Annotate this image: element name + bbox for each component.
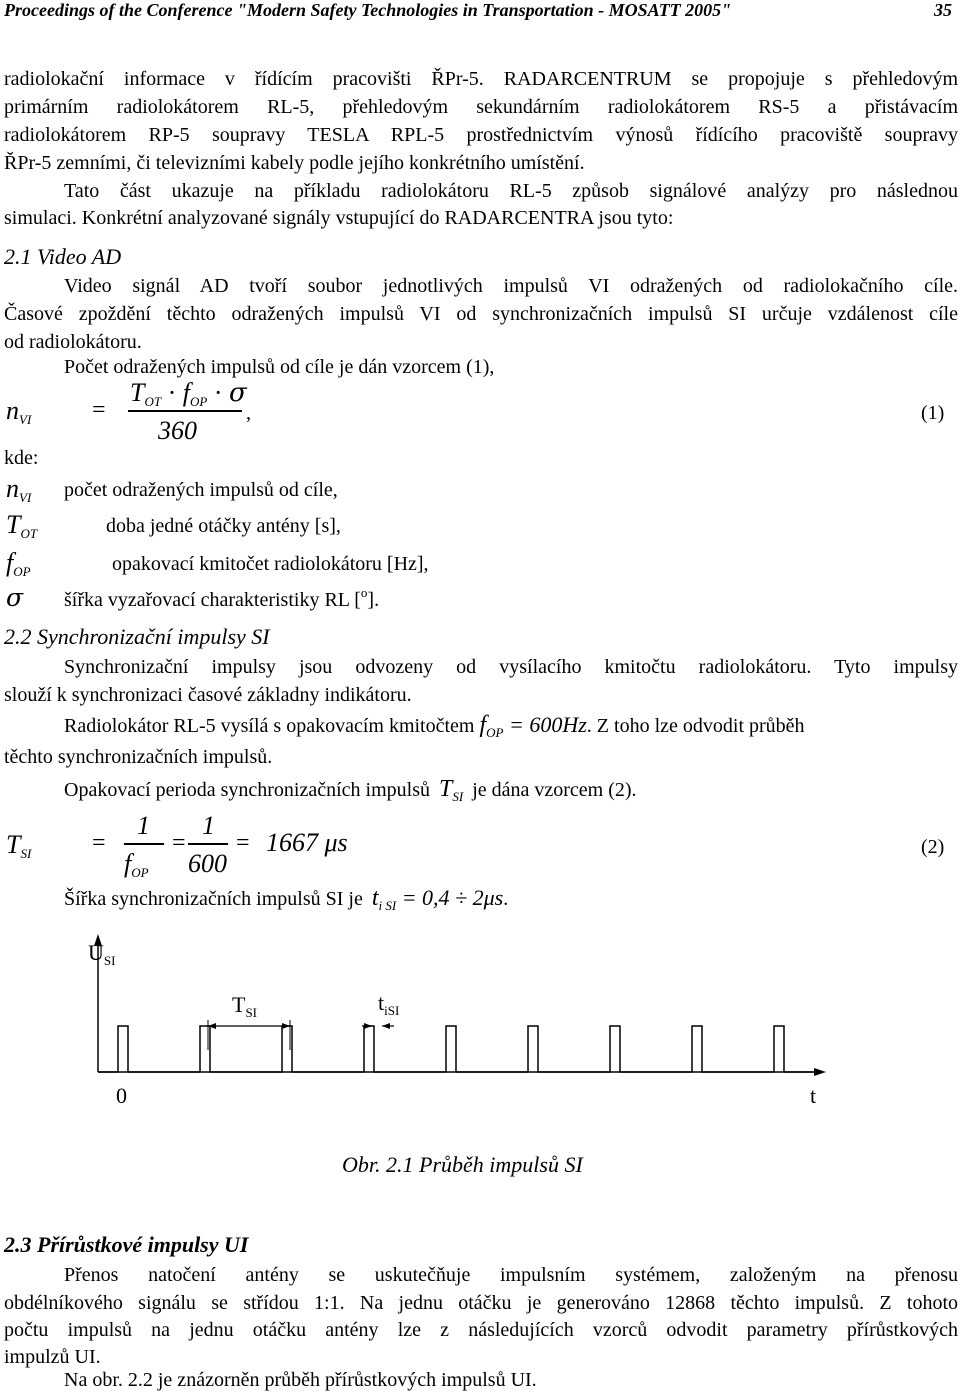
eq2-den1: f [124, 849, 132, 878]
eq2-num2: 1 [202, 811, 215, 840]
fraction-line [128, 410, 242, 412]
eq1-dot: · [213, 378, 223, 407]
period-arrow-left [208, 1023, 216, 1029]
degree-sup: o [360, 585, 368, 600]
inline-math-value: = 600Hz [503, 712, 587, 737]
eq2-num1: 1 [137, 811, 150, 840]
text-line: impulzů UI. [4, 1346, 101, 1368]
text-line: Video signál AD tvoří soubor jednotlivých impulsů VI odražených od radiolokačního cíle. [64, 275, 958, 297]
fraction-line [124, 843, 164, 845]
text-line: Přenos natočení antény se uskutečňuje impulsním systémem, založeným na přenosu [64, 1264, 958, 1286]
eq2-den2: 600 [188, 849, 227, 878]
width-arrow-left [364, 1023, 372, 1029]
def-text: doba jedné otáčky antény [s], [106, 515, 341, 537]
inline-math-sub: SI [452, 789, 464, 804]
def-symbol-sub: OP [13, 564, 31, 579]
page-number: 35 [934, 0, 952, 20]
eq2-equals: = [172, 830, 186, 856]
text-line: počtu impulsů na jednu otáčku antény lze z následujících vzorců odvodit parametry přírůstkových [4, 1319, 958, 1341]
text-line: obdélníkového signálu se střídou 1:1. Na jednu otáčku je generováno 12868 těchto impulsů. Z tohoto [4, 1292, 958, 1314]
def-text-tail: ]. [367, 589, 380, 611]
eq1-num-f: f [182, 378, 190, 407]
x-axis-label: t [810, 1083, 817, 1108]
eq2-unit: μs [324, 828, 348, 857]
section-heading-2-2: 2.2 Synchronizační impulsy SI [4, 624, 270, 649]
eq1-dot: · [167, 378, 177, 407]
text-line: ŘPr-5 zemními, či televizními kabely podle jejího konkrétního umístění. [4, 152, 585, 174]
text-segment: Opakovací perioda synchronizačních impulsů [64, 779, 430, 801]
origin-label: 0 [116, 1083, 127, 1108]
eq1-equals: = [92, 397, 106, 423]
pulse-train [98, 1026, 820, 1072]
text-line: Časové zpoždění těchto odražených impulsů VI od synchronizačních impulsů SI určuje vzdálenost cíle [4, 303, 958, 325]
text-line: primárním radiolokátorem RL-5, přehledovým sekundárním radiolokátorem RS-5 a přistávacím [4, 96, 958, 118]
eq2-lhs: T [6, 830, 21, 859]
eq2-number: (2) [921, 836, 945, 858]
inline-math-sub: i SI [378, 898, 397, 913]
text-line: simulaci. Konkrétní analyzované signály vstupující do RADARCENTRA jsou tyto: [4, 207, 674, 229]
definition-item [6, 474, 31, 504]
eq1-lhs-sub: VI [19, 412, 32, 427]
def-symbol: n [6, 474, 19, 503]
inline-math-f: f [479, 712, 487, 738]
running-header: Proceedings of the Conference "Modern Safety Technologies in Transportation - MOSATT 2005" [4, 0, 732, 20]
eq1-num-T-sub: OT [144, 394, 162, 409]
eq1-comma: , [246, 402, 251, 424]
eq2-equals: = [92, 830, 106, 856]
inline-math-sub: OP [486, 725, 504, 740]
def-text: počet odražených impulsů od cíle, [64, 479, 338, 501]
text-line: Tato část ukazuje na příkladu radiolokátoru RL-5 způsob signálové analýzy pro následnou [64, 180, 958, 202]
definition-item [6, 548, 31, 578]
eq1-number: (1) [921, 402, 945, 424]
eq2-result: 1667 [266, 828, 318, 857]
text-line: Synchronizační impulsy jsou odvozeny od vysílacího kmitočtu radiolokátoru. Tyto impulsy [64, 656, 958, 678]
text-line: od radiolokátoru. [4, 331, 142, 353]
width-label: t [378, 990, 385, 1015]
inline-math-value: = 0,4 ÷ 2μs [396, 885, 504, 910]
inline-math-T: T [439, 776, 453, 802]
definition-item [6, 510, 37, 540]
y-axis-label: U [88, 940, 104, 965]
eq1-num-f-sub: OP [190, 394, 208, 409]
eq1-denominator: 360 [158, 416, 197, 445]
text-segment: . [503, 888, 509, 910]
def-symbol: σ [6, 583, 24, 612]
eq2-den1-sub: OP [131, 865, 149, 880]
def-symbol: T [6, 510, 21, 539]
text-segment: Radiolokátor RL-5 vysílá s opakovacím kmitočtem [64, 715, 475, 737]
y-axis-label-sub: SI [103, 953, 116, 968]
text-line: Počet odražených impulsů od cíle je dán vzorcem (1), [64, 356, 495, 378]
text-line: slouží k synchronizaci časové základny indikátoru. [4, 684, 412, 706]
text-line: těchto synchronizačních impulsů. [4, 746, 273, 768]
def-symbol: f [6, 548, 14, 577]
text-line: radiolokační informace v řídícím pracovišti ŘPr-5. RADARCENTRUM se propojuje s přehledovým [4, 68, 958, 90]
section-heading-2-1: 2.1 Video AD [4, 244, 122, 269]
eq1-lhs: n [6, 396, 19, 425]
eq1-num-T: T [130, 378, 145, 407]
figure-caption: Obr. 2.1 Průběh impulsů SI [342, 1152, 583, 1177]
text-segment: . Z toho lze odvodit průběh [586, 715, 805, 737]
inline-math-t: t [371, 885, 379, 911]
eq1-sigma: σ [229, 378, 247, 408]
text-segment: je dána vzorcem (2). [472, 779, 637, 801]
pulse-diagram [0, 930, 960, 1190]
period-arrow-right [282, 1023, 290, 1029]
text-line: radiolokátorem RP-5 soupravy TESLA RPL-5 prostřednictvím výnosů řídícího pracoviště soupravy [4, 124, 958, 146]
eq2-lhs-sub: SI [20, 846, 32, 861]
period-label-sub: SI [245, 1005, 258, 1020]
section-heading-2-3: 2.3 Přírůstkové impulsy UI [4, 1232, 249, 1257]
def-text: šířka vyzařovací charakteristiky RL [ [64, 589, 361, 611]
def-symbol-sub: OT [20, 526, 38, 541]
fraction-line [188, 843, 228, 845]
text-segment: Šířka synchronizačních impulsů SI je [64, 888, 363, 910]
def-text: opakovací kmitočet radiolokátoru [Hz], [112, 553, 429, 575]
eq2-equals: = [236, 830, 250, 856]
width-label-sub: iSI [384, 1003, 400, 1018]
text-line: Na obr. 2.2 je znázorněn průběh přírůstkových impulsů UI. [64, 1369, 537, 1391]
where-label: kde: [4, 447, 39, 469]
period-label: T [232, 992, 246, 1017]
def-symbol-sub: VI [19, 490, 32, 505]
